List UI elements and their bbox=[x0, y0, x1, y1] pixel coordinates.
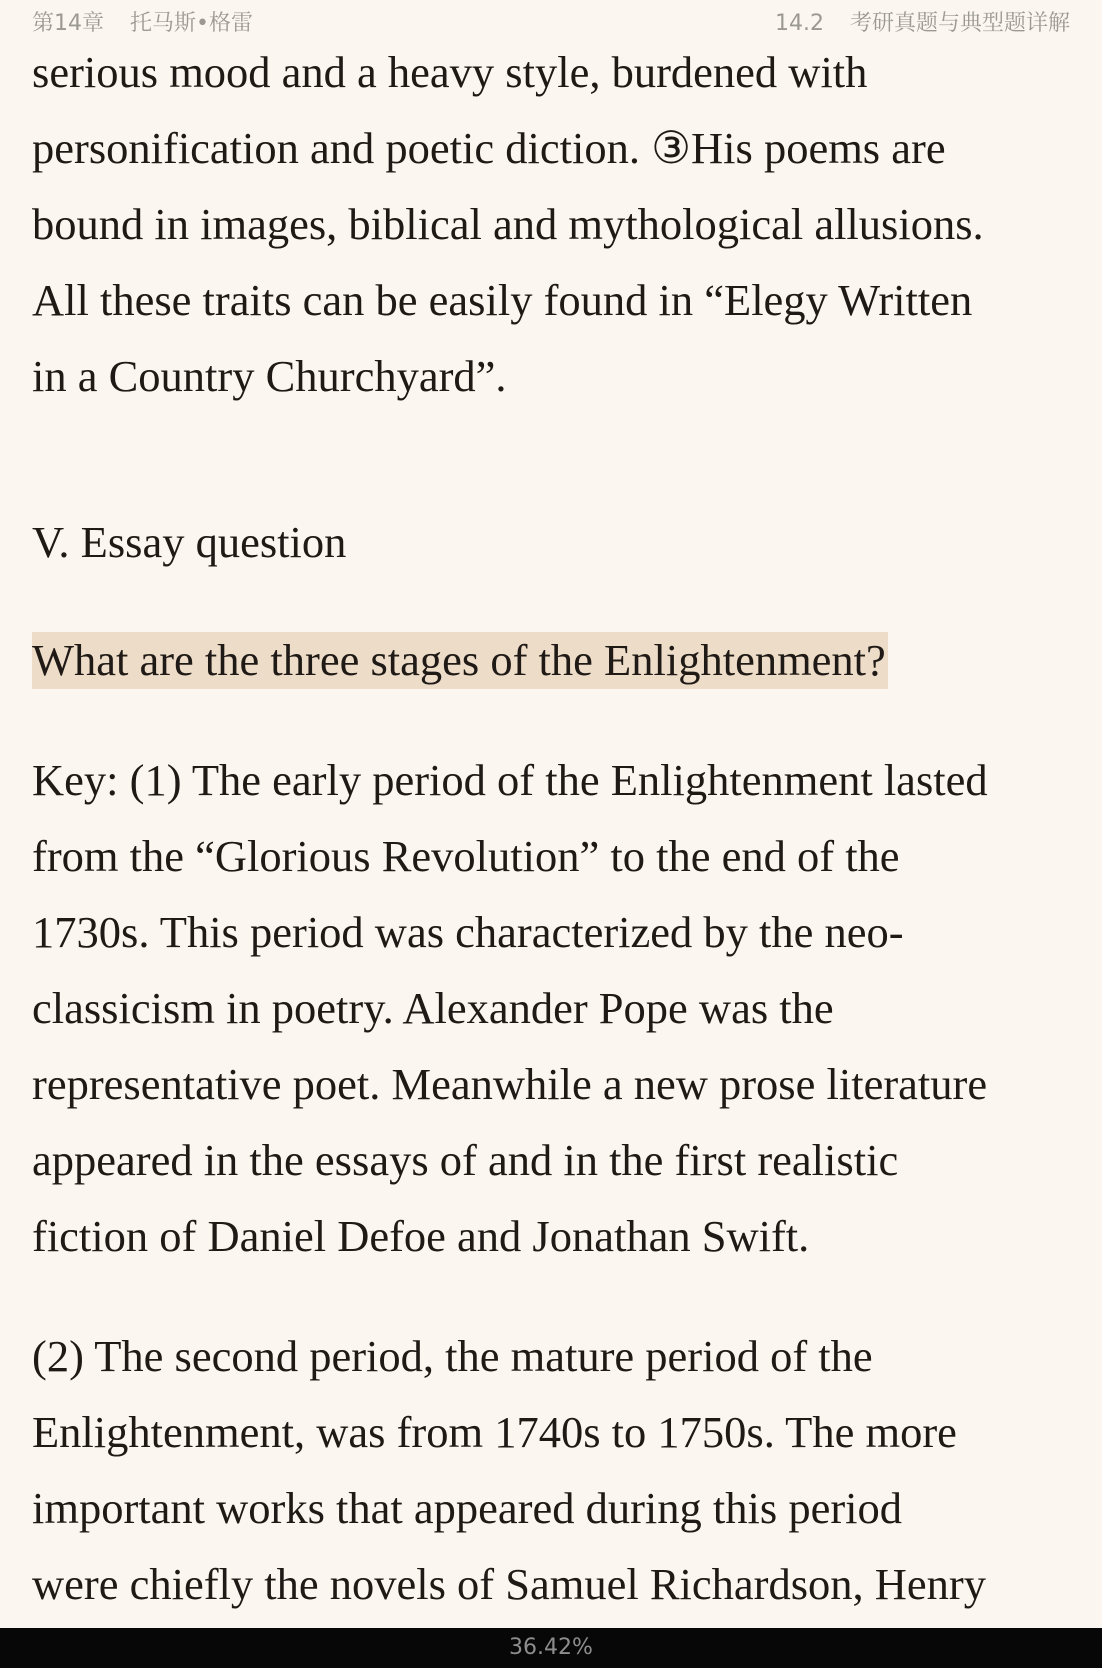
progress-percent: 36.42% bbox=[509, 1635, 593, 1660]
text-line: important works that appeared during this period bbox=[32, 1483, 903, 1533]
text-line: Key: (1) The early period of the Enlightenment lasted bbox=[32, 755, 988, 805]
text-line: Enlightenment, was from 1740s to 1750s. The more bbox=[32, 1407, 957, 1457]
section-title: 考研真题与典型题详解 bbox=[849, 11, 1070, 36]
text-line: classicism in poetry. Alexander Pope was the bbox=[32, 983, 834, 1033]
key-paragraph bbox=[32, 742, 1077, 1274]
text-line: bound in images, biblical and mythological allusions. bbox=[32, 199, 984, 249]
highlighted-question[interactable]: What are the three stages of the Enlightenment? bbox=[32, 632, 888, 689]
text-line: appeared in the essays of and in the first realistic bbox=[32, 1135, 899, 1185]
text-line: in a Country Churchyard”. bbox=[32, 351, 507, 401]
intro-paragraph bbox=[32, 34, 1077, 414]
reading-progress-bar bbox=[0, 1628, 1102, 1668]
chapter-title: 托马斯•格雷 bbox=[130, 11, 253, 36]
text-line: serious mood and a heavy style, burdened with bbox=[32, 47, 868, 97]
section-heading: V. Essay question bbox=[32, 517, 347, 567]
second-period-paragraph bbox=[32, 1318, 1077, 1622]
section-number: 14.2 bbox=[775, 11, 824, 36]
section-info bbox=[775, 6, 1070, 37]
chapter-number: 第14章 bbox=[32, 11, 104, 36]
reading-content bbox=[32, 34, 1077, 414]
text-line: personification and poetic diction. ③His poems are bbox=[32, 123, 946, 173]
text-line: 1730s. This period was characterized by the neo- bbox=[32, 907, 904, 957]
chapter-info bbox=[32, 6, 253, 37]
text-line: fiction of Daniel Defoe and Jonathan Swift. bbox=[32, 1211, 810, 1261]
text-line: from the “Glorious Revolution” to the end of the bbox=[32, 831, 900, 881]
text-line: (2) The second period, the mature period of the bbox=[32, 1331, 873, 1381]
text-line: were chiefly the novels of Samuel Richardson, Henry bbox=[32, 1559, 986, 1609]
text-line: All these traits can be easily found in “Elegy Written bbox=[32, 275, 973, 325]
text-line: representative poet. Meanwhile a new prose literature bbox=[32, 1059, 988, 1109]
